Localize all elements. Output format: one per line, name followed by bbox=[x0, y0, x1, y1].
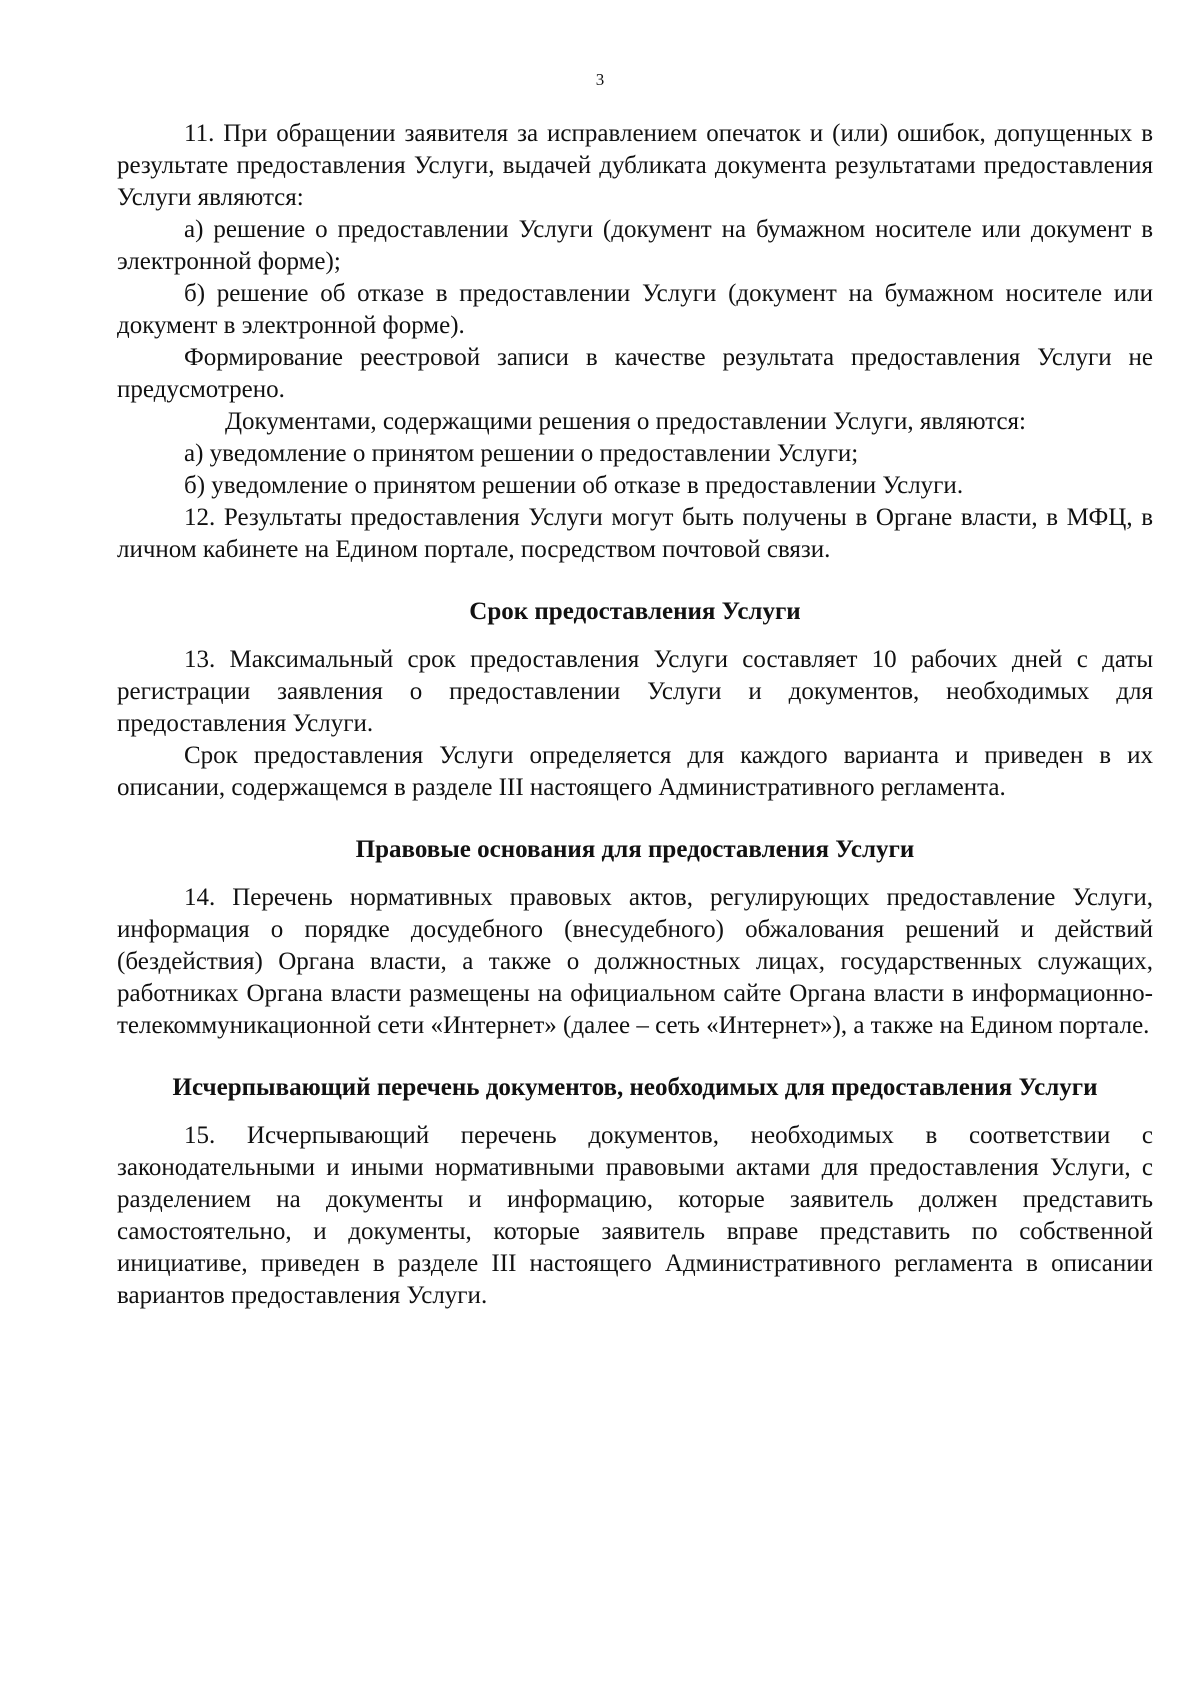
paragraph-12: 12. Результаты предоставления Услуги могут быть получены в Органе власти, в МФЦ, в личном кабинете на Едином портале, посредством почтовой связи. bbox=[117, 504, 1153, 563]
paragraph-15: 15. Исчерпывающий перечень документов, необходимых в соответствии с законодательными и иными нормативными правовыми актами для предоставления Услуги, с разделением на документы и информацию, которые заявитель должен представить самостоятельно, и документы, которые заявитель вправе представить по собственной инициативе, приведен в разделе III настоящего Административного регламента в описании вариантов предоставления Услуги. bbox=[117, 1122, 1153, 1309]
document-body bbox=[117, 118, 1153, 1312]
paragraph-11-documents: Документами, содержащими решения о предоставлении Услуги, являются: bbox=[225, 408, 1026, 435]
section-heading-legal-basis: Правовые основания для предоставления Услуги bbox=[355, 836, 915, 863]
paragraph-13-term: Срок предоставления Услуги определяется для каждого варианта и приведен в их описании, содержащемся в разделе III настоящего Административного регламента. bbox=[117, 742, 1153, 801]
paragraph-11-notice-b: б) уведомление о принятом решении об отказе в предоставлении Услуги. bbox=[184, 472, 964, 499]
section-heading-term: Срок предоставления Услуги bbox=[469, 598, 801, 625]
paragraph-14: 14. Перечень нормативных правовых актов, регулирующих предоставление Услуги, информация о порядке досудебного (внесудебного) обжалования решений и действий (бездействия) Органа власти, а также о должностных лицах, государственных служащих, работниках Органа власти размещены на официальном сайте Органа власти в информационно-телекоммуникационной сети «Интернет» (далее – сеть «Интернет»), а также на Едином портале. bbox=[117, 884, 1153, 1039]
paragraph-11-b: б) решение об отказе в предоставлении Услуги (документ на бумажном носителе или документ в электронной форме). bbox=[117, 280, 1153, 339]
page-number: 3 bbox=[595, 70, 605, 89]
paragraph-11-notice-a: а) уведомление о принятом решении о предоставлении Услуги; bbox=[184, 440, 859, 467]
paragraph-11-registry: Формирование реестровой записи в качестве результата предоставления Услуги не предусмотрено. bbox=[117, 344, 1153, 403]
paragraph-11-a: а) решение о предоставлении Услуги (документ на бумажном носителе или документ в электронной форме); bbox=[117, 216, 1153, 275]
section-heading-documents: Исчерпывающий перечень документов, необходимых для предоставления Услуги bbox=[172, 1074, 1098, 1101]
paragraph-13: 13. Максимальный срок предоставления Услуги составляет 10 рабочих дней с даты регистрации заявления о предоставлении Услуги и документов, необходимых для предоставления Услуги. bbox=[117, 646, 1153, 737]
paragraph-11: 11. При обращении заявителя за исправлением опечаток и (или) ошибок, допущенных в результате предоставления Услуги, выдачей дубликата документа результатами предоставления Услуги являются: bbox=[117, 120, 1153, 211]
